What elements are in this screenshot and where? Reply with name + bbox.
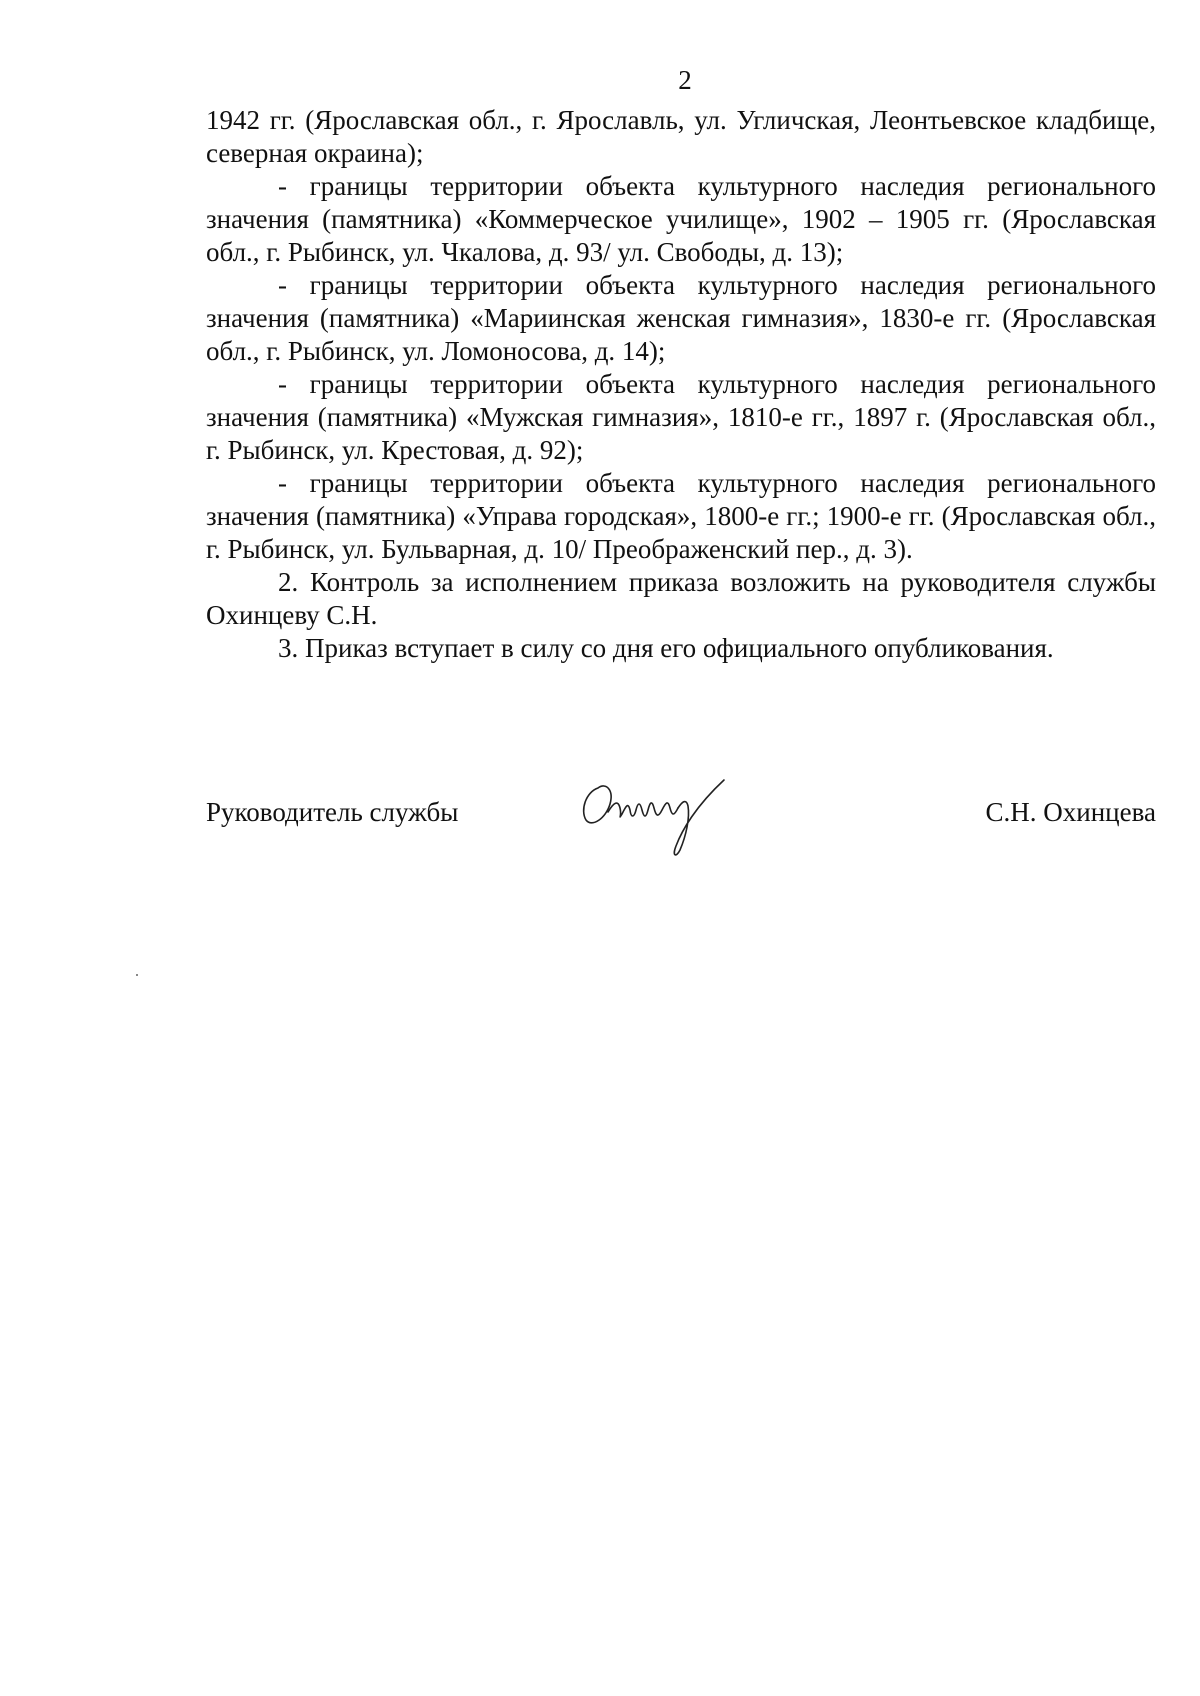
paragraph-continuation: 1942 гг. (Ярославская обл., г. Ярославль, ул. Угличская, Леонтьевское кладбище, северная окраина); <box>206 105 1156 168</box>
scan-speck <box>136 974 138 976</box>
document-body <box>206 104 1156 665</box>
paragraph-effective-date-clause: 3. Приказ вступает в силу со дня его официального опубликования. <box>278 633 1054 663</box>
paragraph-boundary-mariinsky-gymnasium: - границы территории объекта культурного наследия регионального значения (памятника) «Мариинская женская гимназия», 1830-е гг. (Ярославская обл., г. Рыбинск, ул. Ломоносова, д. 14); <box>206 270 1156 366</box>
paragraph-control-clause: 2. Контроль за исполнением приказа возложить на руководителя службы Охинцеву С.Н. <box>206 567 1156 630</box>
signatory-name: С.Н. Охинцева <box>985 797 1156 827</box>
signatory-position: Руководитель службы <box>206 797 459 827</box>
signature-block <box>206 766 1156 886</box>
handwritten-signature <box>576 766 756 866</box>
paragraph-boundary-city-council: - границы территории объекта культурного наследия регионального значения (памятника) «Управа городская», 1800-е гг.; 1900-е гг. (Ярославская обл., г. Рыбинск, ул. Бульварная, д. 10/ Преображенский пер., д. 3). <box>206 468 1156 564</box>
paragraph-boundary-mens-gymnasium: - границы территории объекта культурного наследия регионального значения (памятника) «Мужская гимназия», 1810-е гг., 1897 г. (Ярославская обл., г. Рыбинск, ул. Крестовая, д. 92); <box>206 369 1156 465</box>
page-number: 2 <box>678 65 692 95</box>
paragraph-boundary-commercial-school: - границы территории объекта культурного наследия регионального значения (памятника) «Коммерческое училище», 1902 – 1905 гг. (Ярославская обл., г. Рыбинск, ул. Чкалова, д. 93/ ул. Свободы, д. 13); <box>206 171 1156 267</box>
